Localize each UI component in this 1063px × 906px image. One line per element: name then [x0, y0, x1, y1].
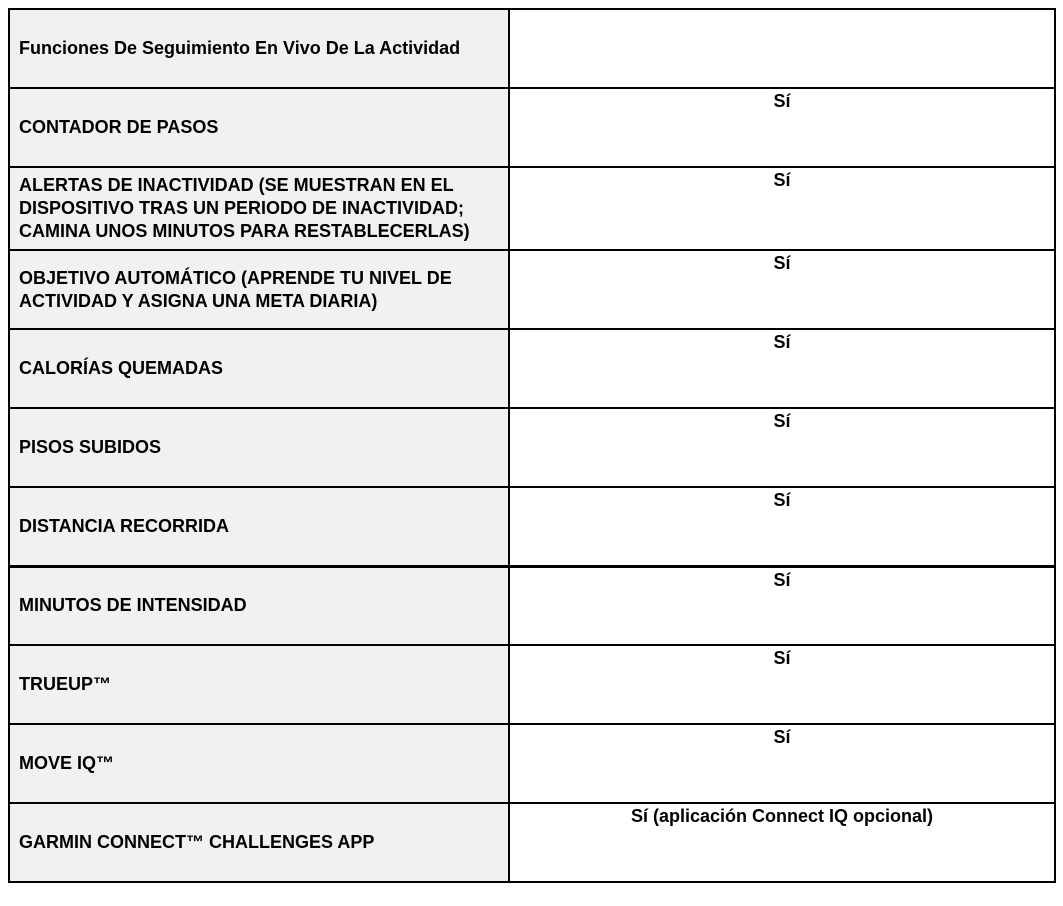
feature-label: GARMIN CONNECT™ CHALLENGES APP: [19, 832, 375, 853]
feature-value: Sí: [773, 569, 791, 590]
table-row: [9, 566, 1055, 645]
feature-label: CALORÍAS QUEMADAS: [19, 358, 224, 379]
feature-label: TRUEUP™: [19, 674, 112, 695]
feature-label-cell: [9, 88, 509, 167]
feature-label: MOVE IQ™: [19, 753, 115, 774]
feature-value-cell: [509, 329, 1055, 408]
feature-value-cell: [509, 167, 1055, 250]
feature-label-cell: [9, 566, 509, 645]
feature-label-cell: [9, 645, 509, 724]
feature-value: Sí: [773, 253, 791, 274]
table-header-label: Funciones De Seguimiento En Vivo De La Actividad: [19, 37, 461, 58]
feature-label: MINUTOS DE INTENSIDAD: [19, 595, 247, 616]
table-body: [9, 9, 1055, 882]
feature-value: Sí: [773, 648, 791, 669]
feature-label: OBJETIVO AUTOMÁTICO (APRENDE TU NIVEL DE ACTIVIDAD Y ASIGNA UNA META DIARIA): [19, 267, 452, 311]
feature-label-cell: [9, 724, 509, 803]
feature-label-cell: [9, 250, 509, 329]
table-header-row: [9, 9, 1055, 88]
table-row: [9, 408, 1055, 487]
feature-value-cell: [509, 566, 1055, 645]
feature-value-cell: [509, 408, 1055, 487]
table-row: [9, 329, 1055, 408]
feature-label-cell: [9, 487, 509, 566]
feature-value: Sí (aplicación Connect IQ opcional): [630, 806, 934, 827]
feature-comparison-table: [8, 8, 1056, 883]
feature-label-cell: [9, 408, 509, 487]
feature-value: Sí: [773, 411, 791, 432]
feature-label-cell: [9, 803, 509, 882]
feature-value-cell: [509, 803, 1055, 882]
feature-value-cell: [509, 250, 1055, 329]
feature-value-cell: [509, 487, 1055, 566]
feature-value-cell: [509, 645, 1055, 724]
feature-value-cell: [509, 88, 1055, 167]
feature-value: Sí: [773, 332, 791, 353]
feature-value: Sí: [773, 91, 791, 111]
table-row: [9, 88, 1055, 167]
feature-label: PISOS SUBIDOS: [19, 437, 162, 458]
table-row: [9, 250, 1055, 329]
table-row: [9, 487, 1055, 566]
feature-value: Sí: [773, 727, 791, 748]
feature-label: ALERTAS DE INACTIVIDAD (SE MUESTRAN EN EL DISPOSITIVO TRAS UN PERIODO DE INACTIVIDAD; CAMINA UNOS MINUTOS PARA RESTABLECERLAS): [19, 175, 470, 242]
table-row: [9, 803, 1055, 882]
feature-label: CONTADOR DE PASOS: [19, 116, 219, 137]
feature-value-cell: [509, 724, 1055, 803]
table-header-label-cell: [9, 9, 509, 88]
feature-label: DISTANCIA RECORRIDA: [19, 515, 229, 536]
feature-value: Sí: [773, 490, 791, 511]
feature-label-cell: [9, 329, 509, 408]
feature-value: Sí: [773, 170, 791, 190]
table-row: [9, 167, 1055, 250]
table-row: [9, 645, 1055, 724]
table-header-value-cell: [509, 9, 1055, 88]
feature-label-cell: [9, 167, 509, 250]
table-row: [9, 724, 1055, 803]
